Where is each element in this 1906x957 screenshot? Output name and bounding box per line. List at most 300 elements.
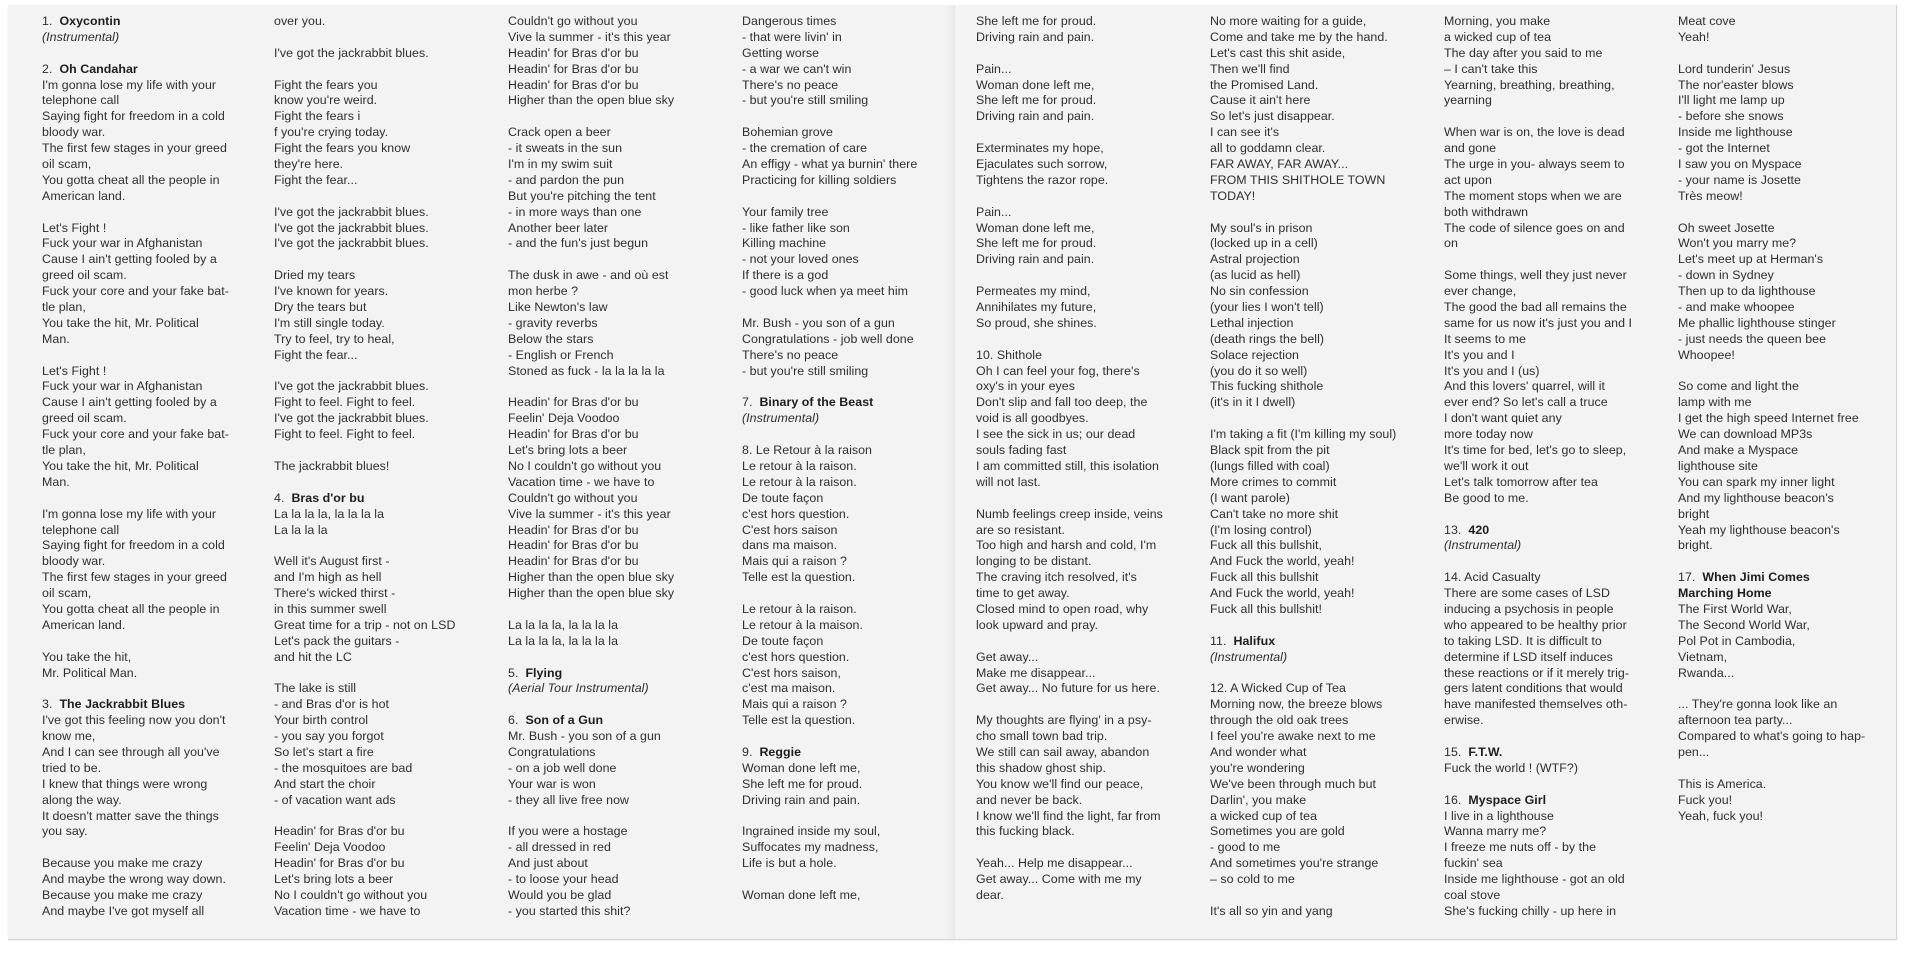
lyric-line: Getting worse bbox=[742, 45, 820, 60]
lyric-line: Like Newton's law bbox=[508, 300, 608, 315]
lyric-line: Let's cast this shit aside, bbox=[1210, 45, 1346, 60]
lyric-line: cho small town bad trip. bbox=[976, 729, 1108, 744]
lyric-line: Couldn't go without you bbox=[508, 14, 638, 28]
lyric-line: you say. bbox=[42, 824, 88, 839]
lyric-line: tle plan, bbox=[42, 443, 86, 458]
lyric-line: Yeah! bbox=[1678, 29, 1710, 44]
lyric-line: have manifested themselves oth- bbox=[1444, 697, 1628, 712]
lyric-line: - your name is Josette bbox=[1678, 172, 1801, 187]
lyric-line: - in more ways than one bbox=[508, 204, 642, 219]
lyric-line: we'll work it out bbox=[1444, 458, 1529, 473]
lyric-line: (as lucid as hell) bbox=[1210, 268, 1301, 283]
lyric-line: - it sweats in the sun bbox=[508, 141, 623, 156]
stanza-break bbox=[976, 491, 1206, 507]
song-title-text: Oxycontin bbox=[59, 14, 121, 28]
track-number: 17. bbox=[1678, 570, 1696, 585]
stanza-break bbox=[976, 46, 1206, 62]
lyric-line: The good the bad all remains the bbox=[1444, 300, 1627, 315]
lyric-line: Darlin', you make bbox=[1210, 792, 1307, 807]
lyric-line: are so resistant. bbox=[976, 522, 1065, 537]
lyric-line: Mais qui a raison ? bbox=[742, 554, 847, 569]
lyric-line: c'est ma maison. bbox=[742, 681, 836, 696]
lyric-line: The jackrabbit blues! bbox=[274, 458, 390, 473]
lyric-line: Great time for a trip - not on LSD bbox=[274, 617, 456, 632]
lyric-line: When war is on, the love is dead bbox=[1444, 125, 1625, 140]
lyric-line: c'est hors question. bbox=[742, 649, 850, 664]
lyric-line: bloody war. bbox=[42, 554, 106, 569]
stanza-break bbox=[1444, 554, 1674, 570]
lyric-line: lighthouse site bbox=[1678, 458, 1758, 473]
lyric-line: ever end? So let's call a truce bbox=[1444, 395, 1608, 410]
lyric-line: know me, bbox=[42, 729, 96, 744]
lyric-line: No I couldn't go without you bbox=[508, 458, 662, 473]
lyric-line: Oh sweet Josette bbox=[1678, 220, 1775, 235]
lyric-line: Your family tree bbox=[742, 204, 829, 219]
lyric-line: Headin' for Bras d'or bu bbox=[274, 856, 405, 871]
lyric-line: Yeah... Help me disappear... bbox=[976, 856, 1133, 871]
lyric-line: Well it's August first - bbox=[274, 554, 390, 569]
track-number: 16. bbox=[1444, 792, 1462, 807]
lyric-line: And wonder what bbox=[1210, 744, 1307, 759]
lyric-line: Couldn't go without you bbox=[508, 490, 638, 505]
stanza-break bbox=[976, 634, 1206, 650]
lyric-line: these reactions or if it merely trig- bbox=[1444, 665, 1630, 680]
lyrics-booklet-page bbox=[8, 5, 1897, 940]
lyric-line: She left me for proud. bbox=[742, 776, 863, 791]
lyric-line: same for us now it's just you and I bbox=[1444, 315, 1632, 330]
lyric-line: I'm taking a fit (I'm killing my soul) bbox=[1210, 427, 1397, 442]
stanza-break bbox=[42, 634, 272, 650]
lyric-line: (locked up in a cell) bbox=[1210, 236, 1318, 251]
lyric-line: Killing machine bbox=[742, 236, 827, 251]
lyric-line: (your lies I won't tell) bbox=[1210, 300, 1324, 315]
track-number: 6. bbox=[508, 713, 519, 728]
lyric-line: - to loose your head bbox=[508, 872, 619, 887]
track-number: 3. bbox=[42, 697, 53, 712]
lyric-line: Ejaculates such sorrow, bbox=[976, 157, 1108, 172]
lyric-line: Man. bbox=[42, 474, 70, 489]
lyric-line: Fuck the world ! (WTF?) bbox=[1444, 760, 1579, 775]
lyric-line: She left me for proud. bbox=[976, 236, 1097, 251]
song-title bbox=[508, 713, 738, 729]
lyric-line: No more waiting for a guide, bbox=[1210, 14, 1367, 28]
stanza-break bbox=[274, 538, 504, 554]
lyrics-column-8 bbox=[1678, 14, 1897, 824]
lyric-line: ever change, bbox=[1444, 284, 1517, 299]
lyric-line: You gotta cheat all the people in bbox=[42, 172, 220, 187]
lyric-line: - got the Internet bbox=[1678, 141, 1770, 156]
lyric-line: No sin confession bbox=[1210, 284, 1309, 299]
lyric-line: Feelin' Deja Voodoo bbox=[508, 411, 620, 426]
lyric-line: I see the sick in us; our dead bbox=[976, 427, 1136, 442]
lyric-line: Make me disappear... bbox=[976, 665, 1096, 680]
track-number: 15. bbox=[1444, 744, 1462, 759]
lyric-line: Exterminates my hope, bbox=[976, 141, 1104, 156]
lyric-line: So proud, she shines. bbox=[976, 315, 1097, 330]
lyric-line: this fucking black. bbox=[976, 824, 1075, 839]
lyric-line: greed oil scam. bbox=[42, 268, 127, 283]
stanza-break bbox=[1210, 205, 1440, 221]
lyric-line: But you're pitching the tent bbox=[508, 188, 656, 203]
lyric-line: I've known for years. bbox=[274, 284, 389, 299]
lyric-line: - just needs the queen bee bbox=[1678, 331, 1827, 346]
lyrics-column-2 bbox=[274, 14, 504, 920]
song-title bbox=[742, 745, 972, 761]
lyric-line: Get away... Come with me my bbox=[976, 872, 1142, 887]
lyric-line: more today now bbox=[1444, 427, 1533, 442]
lyric-line: - of vacation want ads bbox=[274, 792, 396, 807]
lyric-line: erwise. bbox=[1444, 713, 1484, 728]
lyric-line: FROM THIS SHITHOLE TOWN bbox=[1210, 172, 1386, 187]
lyric-line: The nor'easter blows bbox=[1678, 77, 1794, 92]
lyric-line: Cause it ain't here bbox=[1210, 93, 1311, 108]
stanza-break bbox=[1210, 411, 1440, 427]
lyric-line: I get the high speed Internet free bbox=[1678, 411, 1859, 426]
song-title bbox=[1444, 745, 1674, 761]
song-title-text: Halifux bbox=[1233, 633, 1276, 648]
lyric-line: American land. bbox=[42, 188, 126, 203]
lyric-line: Le retour à la maison. bbox=[742, 617, 863, 632]
stanza-break bbox=[508, 650, 738, 666]
lyric-line: FAR AWAY, FAR AWAY... bbox=[1210, 157, 1349, 172]
lyric-line: There are some cases of LSD bbox=[1444, 586, 1610, 601]
lyric-line: Headin' for Bras d'or bu bbox=[508, 427, 639, 442]
lyric-line: Numb feelings creep inside, veins bbox=[976, 506, 1163, 521]
lyric-line: Annihilates my future, bbox=[976, 300, 1097, 315]
lyric-line: Because you make me crazy bbox=[42, 856, 203, 871]
lyric-line: Driving rain and pain. bbox=[742, 792, 861, 807]
lyric-line: - they all live free now bbox=[508, 792, 630, 807]
stanza-break bbox=[274, 666, 504, 682]
lyric-line: Higher than the open blue sky bbox=[508, 570, 675, 585]
stanza-break bbox=[1678, 364, 1897, 380]
lyric-line: Woman done left me, bbox=[976, 220, 1095, 235]
lyric-line: Headin' for Bras d'or bu bbox=[508, 522, 639, 537]
lyric-line: all to goddamn clear. bbox=[1210, 141, 1326, 156]
lyric-line: Rwanda... bbox=[1678, 665, 1735, 680]
lyric-line: Morning now, the breeze blows bbox=[1210, 697, 1383, 712]
lyric-line: f you're crying today. bbox=[274, 125, 389, 140]
song-note: (Aerial Tour Instrumental) bbox=[508, 681, 649, 696]
lyric-line: And just about bbox=[508, 856, 588, 871]
lyric-line: You can spark my inner light bbox=[1678, 474, 1835, 489]
lyric-line: Lethal injection bbox=[1210, 315, 1294, 330]
lyric-line: La la la la, la la la la bbox=[274, 506, 385, 521]
lyric-line: the Promised Land. bbox=[1210, 77, 1319, 92]
stanza-break bbox=[274, 30, 504, 46]
lyric-line: Me phallic lighthouse stinger bbox=[1678, 315, 1836, 330]
lyric-line: a wicked cup of tea bbox=[1444, 29, 1552, 44]
lyric-line: coal stove bbox=[1444, 887, 1501, 902]
stanza-break bbox=[42, 205, 272, 221]
lyric-line: and gone bbox=[1444, 141, 1497, 156]
lyric-line: Pol Pot in Cambodia, bbox=[1678, 633, 1796, 648]
lyric-line: determine if LSD itself induces bbox=[1444, 649, 1613, 664]
lyric-line: - you started this shit? bbox=[508, 903, 631, 918]
lyric-line: TODAY! bbox=[1210, 188, 1256, 203]
lyric-line: - good luck when ya meet him bbox=[742, 284, 908, 299]
lyric-line: - and make whoopee bbox=[1678, 300, 1795, 315]
lyric-line: The day after you said to me bbox=[1444, 45, 1603, 60]
lyric-line: We've been through much but bbox=[1210, 776, 1377, 791]
stanza-break bbox=[1210, 666, 1440, 682]
lyric-line: Oh I can feel your fog, there's bbox=[976, 363, 1140, 378]
lyric-line: (it's in it I dwell) bbox=[1210, 395, 1296, 410]
lyric-line: Closed mind to open road, why bbox=[976, 601, 1149, 616]
lyric-line: Solace rejection bbox=[1210, 347, 1299, 362]
lyric-line: Fight the fears you know bbox=[274, 141, 411, 156]
lyric-line: And my lighthouse beacon's bbox=[1678, 490, 1834, 505]
stanza-break bbox=[1444, 729, 1674, 745]
lyric-line: I've got the jackrabbit blues. bbox=[274, 204, 429, 219]
lyric-line: Won't you marry me? bbox=[1678, 236, 1797, 251]
lyric-line: Mr. Bush - you son of a gun bbox=[742, 315, 895, 330]
lyric-line: on bbox=[1444, 236, 1458, 251]
lyric-line: Driving rain and pain. bbox=[976, 29, 1095, 44]
song-title-text: F.T.W. bbox=[1468, 744, 1503, 759]
song-title-text: Reggie bbox=[759, 744, 802, 759]
lyric-line: I've got this feeling now you don't bbox=[42, 713, 226, 728]
stanza-break bbox=[1444, 109, 1674, 125]
stanza-break bbox=[1444, 252, 1674, 268]
lyric-line: - that were livin' in bbox=[742, 29, 842, 44]
lyric-line: Headin' for Bras d'or bu bbox=[274, 824, 405, 839]
lyric-line: look upward and pray. bbox=[976, 617, 1099, 632]
stanza-break bbox=[976, 125, 1206, 141]
lyric-line: La la la la bbox=[274, 522, 328, 537]
lyric-line: greed oil scam. bbox=[42, 411, 127, 426]
song-title bbox=[274, 491, 504, 507]
lyric-line: - you say you forgot bbox=[274, 729, 384, 744]
lyric-line: - all dressed in red bbox=[508, 840, 611, 855]
lyric-line: Below the stars bbox=[508, 331, 594, 346]
track-number: 4. bbox=[274, 490, 285, 505]
lyric-line: - the mosquitoes are bad bbox=[274, 760, 413, 775]
lyric-line: De toute façon bbox=[742, 633, 824, 648]
lyric-line: The First World War, bbox=[1678, 601, 1792, 616]
lyric-line: and never be back. bbox=[976, 792, 1083, 807]
lyric-line: (lungs filled with coal) bbox=[1210, 458, 1330, 473]
lyric-line: You take the hit, Mr. Political bbox=[42, 458, 199, 473]
lyric-line: So come and light the bbox=[1678, 379, 1799, 394]
lyric-line: oxy's in your eyes bbox=[976, 379, 1075, 394]
lyric-line: – so cold to me bbox=[1210, 872, 1295, 887]
lyric-line: yearning bbox=[1444, 93, 1492, 108]
stanza-break bbox=[42, 46, 272, 62]
lyric-line: dans ma maison. bbox=[742, 538, 838, 553]
lyrics-column-7 bbox=[1444, 14, 1674, 920]
stanza-break bbox=[274, 62, 504, 78]
lyric-line: She left me for proud. bbox=[976, 93, 1097, 108]
lyric-line: Dangerous times bbox=[742, 14, 837, 28]
lyric-line: And this lovers' quarrel, will it bbox=[1444, 379, 1606, 394]
stanza-break bbox=[742, 586, 972, 602]
lyric-line: Woman done left me, bbox=[742, 887, 861, 902]
lyric-line: in this summer swell bbox=[274, 601, 387, 616]
track-number: 7. bbox=[742, 395, 753, 410]
lyric-line: Fight the fear... bbox=[274, 172, 358, 187]
lyric-line: Yeah, fuck you! bbox=[1678, 808, 1764, 823]
lyric-line: Let's Fight ! bbox=[42, 220, 107, 235]
lyric-line: Man. bbox=[42, 331, 70, 346]
lyric-line: - and the fun's just begun bbox=[508, 236, 649, 251]
lyric-line: I feel you're awake next to me bbox=[1210, 729, 1376, 744]
lyric-line: 10. Shithole bbox=[976, 347, 1043, 362]
lyric-line: It's you and I (us) bbox=[1444, 363, 1540, 378]
lyric-line: Headin' for Bras d'or bu bbox=[508, 45, 639, 60]
lyric-line: inducing a psychosis in people bbox=[1444, 601, 1614, 616]
lyric-line: Come and take me by the hand. bbox=[1210, 29, 1388, 44]
stanza-break bbox=[1210, 618, 1440, 634]
song-title-text: Oh Candahar bbox=[59, 61, 138, 76]
lyric-line: Meat cove bbox=[1678, 14, 1736, 28]
lyric-line: - not your loved ones bbox=[742, 252, 859, 267]
lyric-line: Get away... bbox=[976, 649, 1039, 664]
lyric-line: You take the hit, bbox=[42, 649, 132, 664]
lyric-line: ... They're gonna look like an bbox=[1678, 697, 1838, 712]
lyric-line: will not last. bbox=[976, 474, 1041, 489]
lyric-line: Congratulations - job well done bbox=[742, 331, 914, 346]
lyric-line: Yeah my lighthouse beacon's bbox=[1678, 522, 1840, 537]
lyric-line: It doesn't matter save the things bbox=[42, 808, 219, 823]
lyric-line: Headin' for Bras d'or bu bbox=[508, 395, 639, 410]
lyric-line: And make a Myspace bbox=[1678, 443, 1799, 458]
lyric-line: Fuck you! bbox=[1678, 792, 1733, 807]
lyric-line: I can see it's bbox=[1210, 125, 1280, 140]
lyric-line: - and pardon the pun bbox=[508, 172, 625, 187]
lyric-line: - English or French bbox=[508, 347, 614, 362]
lyric-line: You take the hit, Mr. Political bbox=[42, 315, 199, 330]
lyric-line: and hit the LC bbox=[274, 649, 352, 664]
lyric-line: c'est hors question. bbox=[742, 506, 850, 521]
song-title-text: The Jackrabbit Blues bbox=[59, 697, 186, 712]
lyric-line: telephone call bbox=[42, 93, 120, 108]
lyric-line: - good to me bbox=[1210, 840, 1281, 855]
lyric-line: – I can't take this bbox=[1444, 61, 1538, 76]
lyric-line: So let's start a fire bbox=[274, 744, 374, 759]
lyric-line: Don't slip and fall too deep, the bbox=[976, 395, 1148, 410]
lyric-line: Cause I ain't getting fooled by a bbox=[42, 252, 217, 267]
lyric-line: C'est hors saison, bbox=[742, 665, 841, 680]
lyric-line: they're here. bbox=[274, 157, 344, 172]
lyric-line: void is all goodbyes. bbox=[976, 411, 1089, 426]
lyric-line: Some things, well they just never bbox=[1444, 268, 1627, 283]
lyric-line: Fight the fear... bbox=[274, 347, 358, 362]
lyric-line: I've got the jackrabbit blues. bbox=[274, 236, 429, 251]
lyric-line: Inside me lighthouse bbox=[1678, 125, 1793, 140]
lyric-line: Fuck all this bullshit bbox=[1210, 570, 1319, 585]
lyric-line: This fucking shithole bbox=[1210, 379, 1324, 394]
lyric-line: It's time for bed, let's go to sleep, bbox=[1444, 443, 1627, 458]
lyric-line: Another beer later bbox=[508, 220, 609, 235]
lyric-line: both withdrawn bbox=[1444, 204, 1529, 219]
lyric-line: No I couldn't go without you bbox=[274, 887, 428, 902]
lyric-line: Can't take no more shit bbox=[1210, 506, 1339, 521]
stanza-break bbox=[1678, 205, 1897, 221]
lyric-line: This is America. bbox=[1678, 776, 1767, 791]
lyric-line: Black spit from the pit bbox=[1210, 443, 1330, 458]
lyric-line: The craving itch resolved, it's bbox=[976, 570, 1137, 585]
song-title bbox=[1444, 793, 1674, 809]
lyric-line: Vacation time - we have to bbox=[508, 474, 655, 489]
lyric-line: Cause I ain't getting fooled by a bbox=[42, 395, 217, 410]
lyric-line: Be good to me. bbox=[1444, 490, 1529, 505]
stanza-break bbox=[274, 252, 504, 268]
track-number: 11. bbox=[1210, 633, 1227, 648]
song-title-text: Myspace Girl bbox=[1468, 792, 1547, 807]
lyric-line: Crack open a beer bbox=[508, 125, 611, 140]
lyric-line: - like father like son bbox=[742, 220, 850, 235]
song-title bbox=[1678, 586, 1897, 602]
lyric-line: Practicing for killing soldiers bbox=[742, 172, 897, 187]
song-title bbox=[42, 697, 272, 713]
lyric-line: tried to be. bbox=[42, 760, 102, 775]
lyric-line: If you were a hostage bbox=[508, 824, 628, 839]
stanza-break bbox=[42, 348, 272, 364]
lyric-line: Driving rain and pain. bbox=[976, 109, 1095, 124]
lyric-line: Too high and harsh and cold, I'm bbox=[976, 538, 1157, 553]
lyric-line: De toute façon bbox=[742, 490, 824, 505]
lyric-line: know you're weird. bbox=[274, 93, 378, 108]
lyric-line: Sometimes you are gold bbox=[1210, 824, 1345, 839]
lyric-line: Saying fight for freedom in a cold bbox=[42, 538, 225, 553]
lyric-line: tle plan, bbox=[42, 300, 86, 315]
lyric-line: Le retour à la raison. bbox=[742, 601, 857, 616]
lyric-line: I freeze me nuts off - by the bbox=[1444, 840, 1597, 855]
lyric-line: There's no peace bbox=[742, 77, 839, 92]
lyric-line: Let's talk tomorrow after tea bbox=[1444, 474, 1598, 489]
lyric-line: La la la la, la la la la bbox=[508, 633, 619, 648]
song-title-text: Bras d'or bu bbox=[291, 490, 365, 505]
song-title bbox=[42, 62, 272, 78]
stanza-break bbox=[274, 364, 504, 380]
lyric-line: Get away... No future for us here. bbox=[976, 681, 1160, 696]
song-title-text: Marching Home bbox=[1678, 586, 1772, 601]
lyric-line: The moment stops when we are bbox=[1444, 188, 1622, 203]
lyric-line: Vive la summer - it's this year bbox=[508, 506, 671, 521]
lyric-line: My soul's in prison bbox=[1210, 220, 1313, 235]
lyric-line: Try to feel, try to heal, bbox=[274, 331, 395, 346]
lyric-line: Inside me lighthouse - got an old bbox=[1444, 872, 1625, 887]
lyric-line: Let's bring lots a beer bbox=[274, 872, 394, 887]
song-title bbox=[742, 395, 972, 411]
lyric-line: Mr. Political Man. bbox=[42, 665, 138, 680]
lyric-line: Fight to feel. Fight to feel. bbox=[274, 427, 416, 442]
lyric-line: Dry the tears but bbox=[274, 300, 367, 315]
lyric-line: bloody war. bbox=[42, 125, 106, 140]
lyric-line: Ingrained inside my soul, bbox=[742, 824, 881, 839]
lyric-line: We can download MP3s bbox=[1678, 427, 1813, 442]
song-title bbox=[508, 666, 738, 682]
lyric-line: She left me for proud. bbox=[976, 14, 1097, 28]
lyric-line: The dusk in awe - and où est bbox=[508, 268, 669, 283]
stanza-break bbox=[976, 332, 1206, 348]
lyric-line: I don't want quiet any bbox=[1444, 411, 1562, 426]
lyric-line: - down in Sydney bbox=[1678, 268, 1774, 283]
lyrics-column-4 bbox=[742, 14, 972, 904]
lyric-line: And sometimes you're strange bbox=[1210, 856, 1379, 871]
lyric-line: Vietnam, bbox=[1678, 649, 1728, 664]
lyric-line: The first few stages in your greed bbox=[42, 570, 227, 585]
stanza-break bbox=[508, 109, 738, 125]
lyric-line: Très meow! bbox=[1678, 188, 1743, 203]
lyric-line: Fight the fears you bbox=[274, 77, 378, 92]
lyric-line: mon herbe ? bbox=[508, 284, 579, 299]
lyric-line: Headin' for Bras d'or bu bbox=[508, 538, 639, 553]
lyric-line: Le retour à la raison. bbox=[742, 458, 857, 473]
lyric-line: And I can see through all you've bbox=[42, 744, 220, 759]
lyric-line: (death rings the bell) bbox=[1210, 331, 1325, 346]
